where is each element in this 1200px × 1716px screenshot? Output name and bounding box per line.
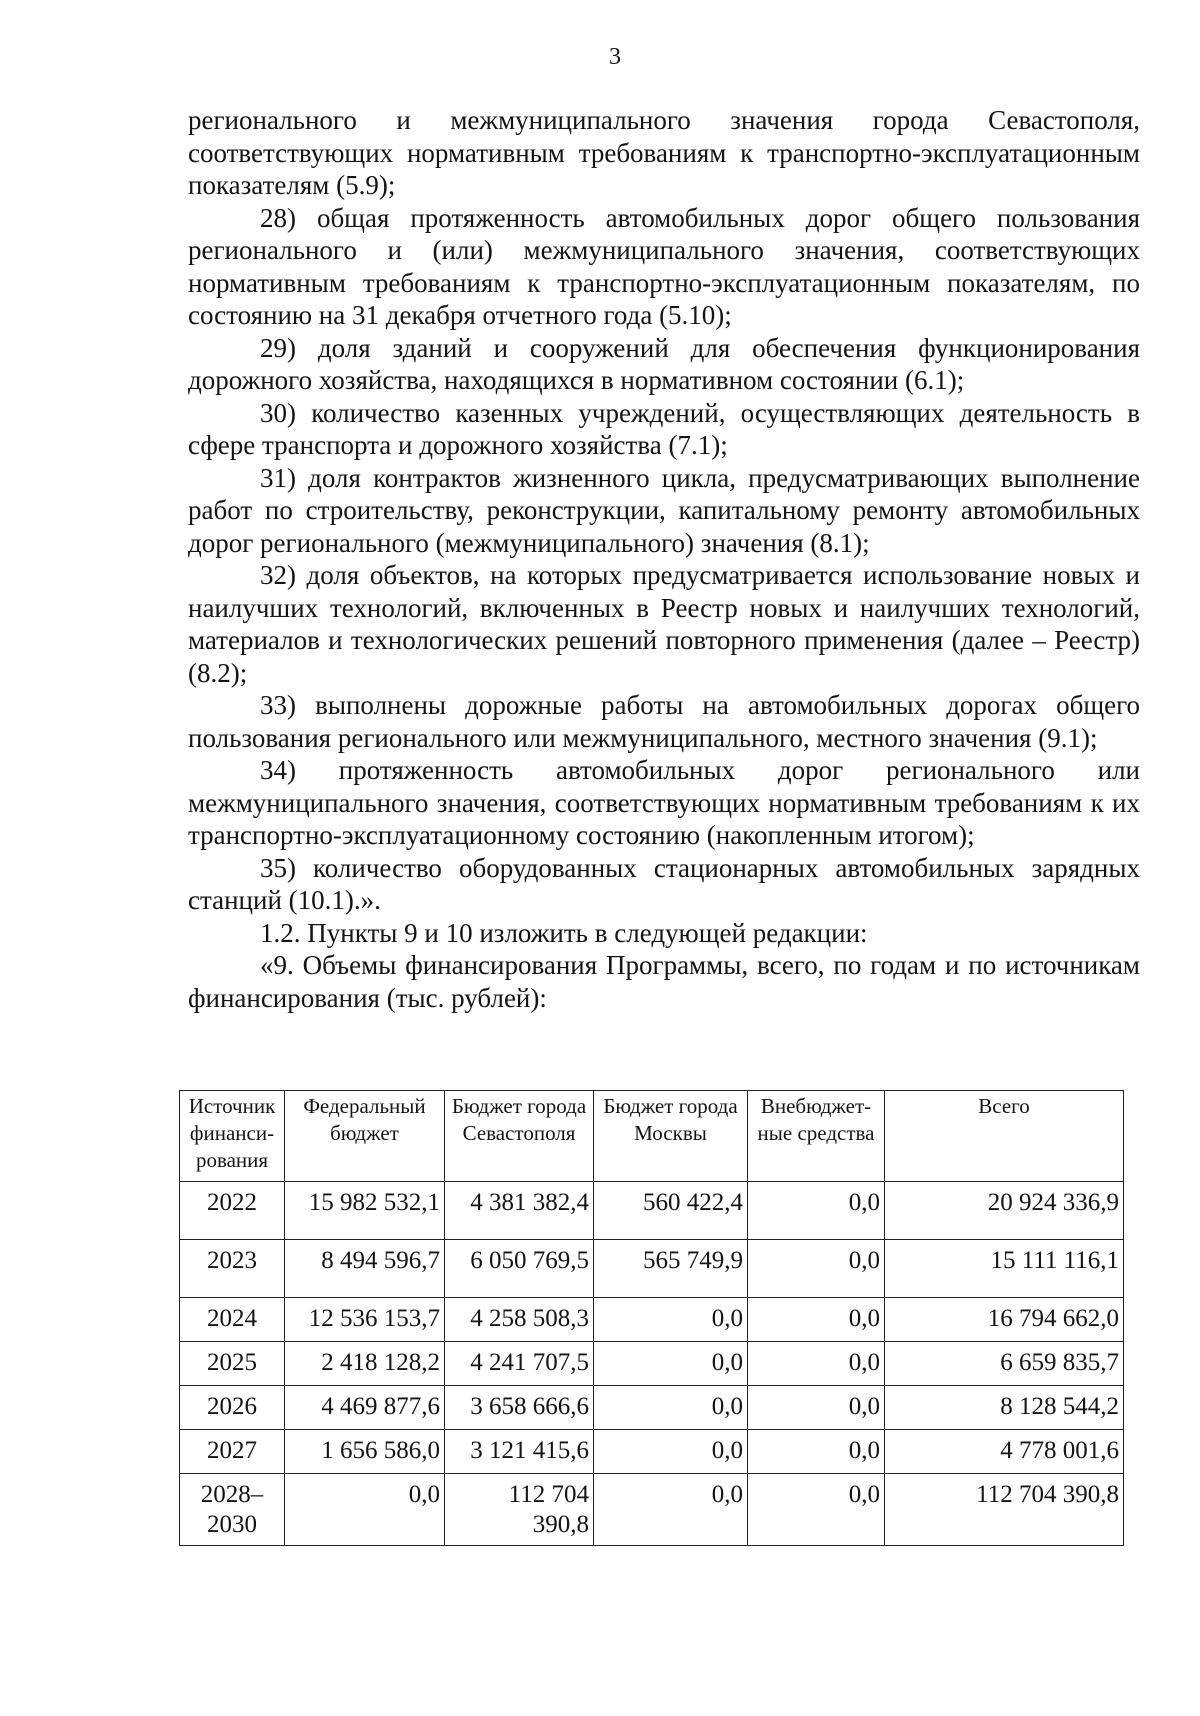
moscow-cell: 0,0: [594, 1386, 748, 1430]
sevastopol-cell: 112 704 390,8: [445, 1474, 594, 1546]
sevastopol-cell: 4 258 508,3: [445, 1298, 594, 1342]
page-number: 3: [609, 44, 621, 70]
paragraph-item-34: 34) протяженность автомобильных дорог регионального или межмуниципального значения, соответствующих нормативным требованиям к их транспортно-эксплуатационному состоянию (накопленным итогом);: [188, 755, 1140, 850]
moscow-cell: 0,0: [594, 1342, 748, 1386]
year-cell: 2025: [180, 1342, 285, 1386]
moscow-cell: 0,0: [594, 1430, 748, 1474]
federal-cell: 8 494 596,7: [285, 1240, 445, 1298]
paragraph-item-31: 31) доля контрактов жизненного цикла, предусматривающих выполнение работ по строительству, реконструкции, капитальному ремонту автомобильных дорог регионального (межмуниципального) значения (8.1);: [188, 462, 1140, 558]
header-cell-sevastopol: Бюджет города Севастополя: [445, 1091, 594, 1182]
federal-cell: 2 418 128,2: [285, 1342, 445, 1386]
paragraph-continuation: регионального и межмуниципального значения города Севастополя, соответствующих нормативным требованиям к транспортно-эксплуатационным показателям (5.9);: [188, 105, 1140, 200]
paragraph-item-30: 30) количество казенных учреждений, осуществляющих деятельность в сфере транспорта и дорожного хозяйства (7.1);: [188, 397, 1140, 460]
year-cell: 2022: [180, 1182, 285, 1240]
extrabudget-cell: 0,0: [748, 1298, 885, 1342]
year-cell: 2024: [180, 1298, 285, 1342]
table-row: [180, 1430, 1124, 1474]
total-cell: 6 659 835,7: [885, 1342, 1124, 1386]
table-row: [180, 1386, 1124, 1430]
federal-cell: 4 469 877,6: [285, 1386, 445, 1430]
table-header-row: [180, 1091, 1124, 1182]
total-cell: 112 704 390,8: [885, 1474, 1124, 1546]
total-cell: 8 128 544,2: [885, 1386, 1124, 1430]
paragraph-item-32: 32) доля объектов, на которых предусматривается использование новых и наилучших технологий, включенных в Реестр новых и наилучших технологий, материалов и технологических решений повторного применения (далее – Реестр) (8.2);: [188, 560, 1140, 688]
paragraph-item-28: 28) общая протяженность автомобильных дорог общего пользования регионального и (или) межмуниципального значения, соответствующих нормативным требованиям к транспортно-эксплуатационным показателям, по состоянию на 31 декабря отчетного года (5.10);: [188, 202, 1140, 330]
federal-cell: 15 982 532,1: [285, 1182, 445, 1240]
extrabudget-cell: 0,0: [748, 1386, 885, 1430]
sevastopol-cell: 3 121 415,6: [445, 1430, 594, 1474]
total-cell: 16 794 662,0: [885, 1298, 1124, 1342]
paragraph-section-9-intro: «9. Объемы финансирования Программы, всего, по годам и по источникам финансирования (тыс. рублей):: [188, 950, 1140, 1013]
paragraph-section-1-2: 1.2. Пункты 9 и 10 изложить в следующей редакции:: [260, 917, 868, 948]
year-cell: 2023: [180, 1240, 285, 1298]
year-cell: 2028–2030: [180, 1474, 285, 1546]
sevastopol-cell: 3 658 666,6: [445, 1386, 594, 1430]
year-cell: 2026: [180, 1386, 285, 1430]
table-row: [180, 1298, 1124, 1342]
paragraph-item-29: 29) доля зданий и сооружений для обеспечения функционирования дорожного хозяйства, находящихся в нормативном состоянии (6.1);: [188, 332, 1140, 395]
extrabudget-cell: 0,0: [748, 1474, 885, 1546]
body-text: [188, 104, 1140, 1014]
table-row: [180, 1342, 1124, 1386]
sevastopol-cell: 6 050 769,5: [445, 1240, 594, 1298]
moscow-cell: 560 422,4: [594, 1182, 748, 1240]
federal-cell: 1 656 586,0: [285, 1430, 445, 1474]
total-cell: 15 111 116,1: [885, 1240, 1124, 1298]
header-cell-moscow: Бюджет города Москвы: [594, 1091, 748, 1182]
year-cell: 2027: [180, 1430, 285, 1474]
header-cell-extrabudget: Внебюджет-ные средства: [748, 1091, 885, 1182]
paragraph-item-35: 35) количество оборудованных стационарных автомобильных зарядных станций (10.1).».: [188, 852, 1140, 915]
moscow-cell: 0,0: [594, 1474, 748, 1546]
paragraph-item-33: 33) выполнены дорожные работы на автомобильных дорогах общего пользования регионального или межмуниципального, местного значения (9.1);: [188, 690, 1140, 753]
moscow-cell: 0,0: [594, 1298, 748, 1342]
header-cell-federal: Федеральный бюджет: [285, 1091, 445, 1182]
federal-cell: 12 536 153,7: [285, 1298, 445, 1342]
total-cell: 4 778 001,6: [885, 1430, 1124, 1474]
extrabudget-cell: 0,0: [748, 1240, 885, 1298]
table-row: [180, 1474, 1124, 1546]
sevastopol-cell: 4 381 382,4: [445, 1182, 594, 1240]
extrabudget-cell: 0,0: [748, 1182, 885, 1240]
table-row: [180, 1182, 1124, 1240]
federal-cell: 0,0: [285, 1474, 445, 1546]
funding-table-wrapper: [179, 1090, 1124, 1546]
moscow-cell: 565 749,9: [594, 1240, 748, 1298]
header-cell-total: Всего: [885, 1091, 1124, 1182]
extrabudget-cell: 0,0: [748, 1430, 885, 1474]
table-row: [180, 1240, 1124, 1298]
extrabudget-cell: 0,0: [748, 1342, 885, 1386]
funding-table: [179, 1090, 1124, 1546]
header-cell-source: Источник финанси-рования: [180, 1091, 285, 1182]
sevastopol-cell: 4 241 707,5: [445, 1342, 594, 1386]
total-cell: 20 924 336,9: [885, 1182, 1124, 1240]
